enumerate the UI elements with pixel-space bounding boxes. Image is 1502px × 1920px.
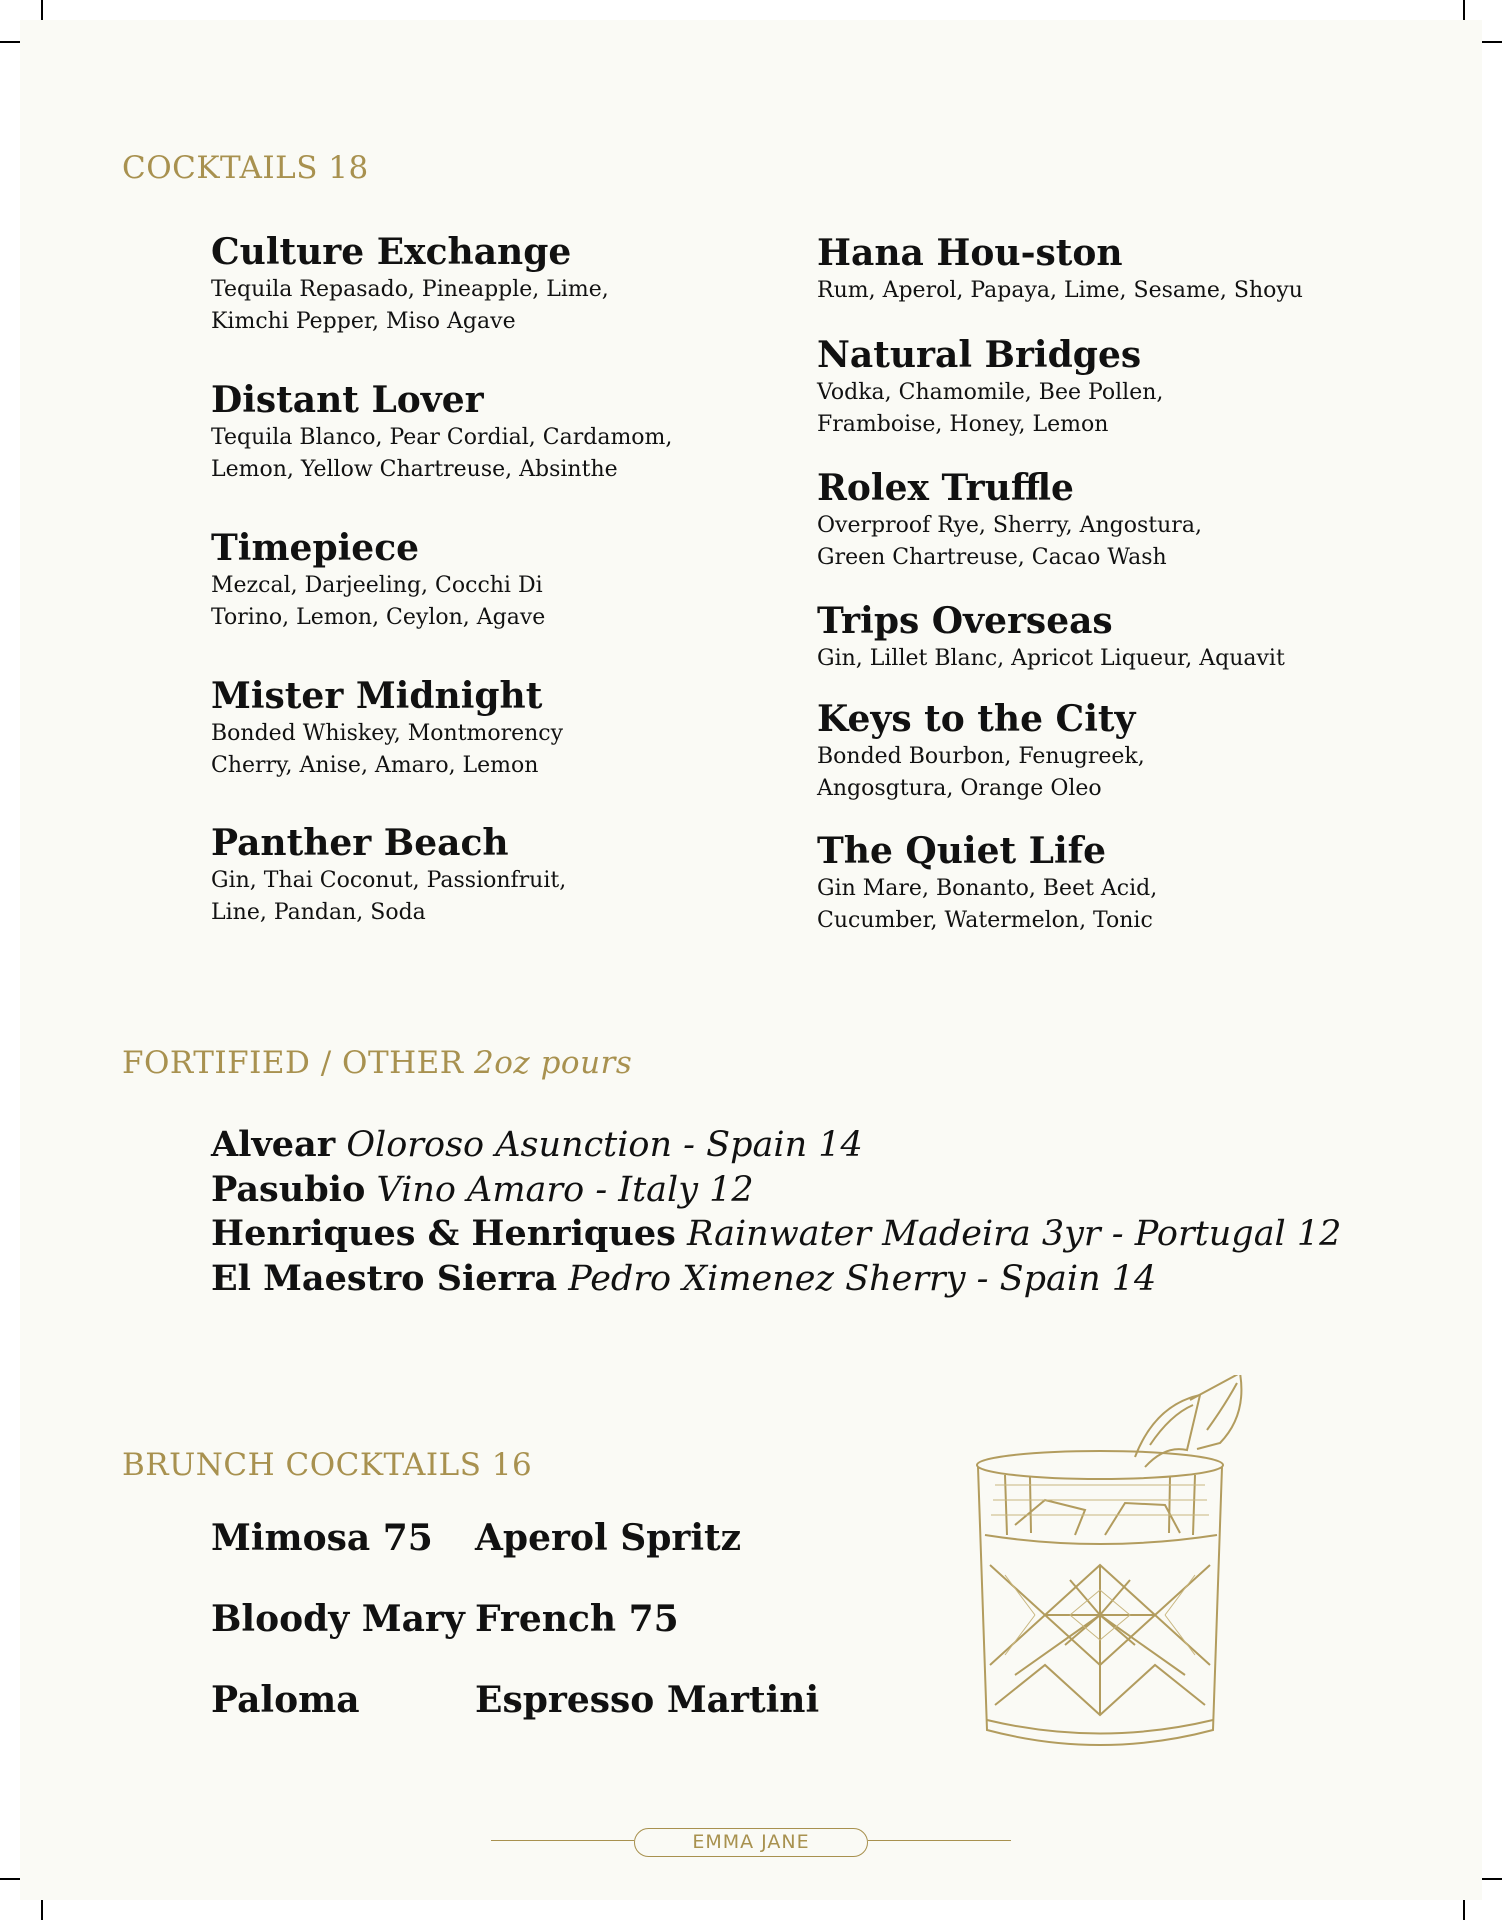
fortified-name: Henriques & Henriques <box>211 1213 676 1254</box>
cocktail-name: Timepiece <box>211 527 420 569</box>
footer-rule-right <box>868 1840 1011 1841</box>
crop-mark <box>1463 1900 1465 1920</box>
fortified-name: El Maestro Sierra <box>211 1257 558 1299</box>
fortified-detail: Rainwater Madeira 3yr - Portugal 12 <box>686 1214 1342 1254</box>
brunch-section-title: BRUNCH COCKTAILS 16 <box>122 1447 533 1483</box>
cocktail-item <box>211 378 691 485</box>
cocktail-ingredients: Bonded Whiskey, Montmorency Cherry, Anise, Amaro, Lemon <box>211 721 564 778</box>
brunch-item: French 75 <box>475 1598 679 1640</box>
cocktail-ingredients: Tequila Blanco, Pear Cordial, Cardamom, Lemon, Yellow Chartreuse, Absinthe <box>211 425 673 482</box>
crop-mark <box>0 41 20 43</box>
cocktail-ingredients: Vodka, Chamomile, Bee Pollen, Framboise, Honey, Lemon <box>817 380 1164 437</box>
cocktail-item <box>817 829 1337 936</box>
cocktail-item <box>817 466 1337 573</box>
cocktail-ingredients: Tequila Repasado, Pineapple, Lime, Kimchi Pepper, Miso Agave <box>211 277 609 334</box>
fortified-item <box>211 1212 1341 1257</box>
fortified-name: Pasubio <box>211 1168 366 1210</box>
cocktail-ingredients: Bonded Bourbon, Fenugreek, Angosgtura, Orange Oleo <box>817 744 1145 801</box>
cocktail-item <box>211 230 691 337</box>
crop-mark <box>1482 1878 1502 1880</box>
cocktail-glass-icon <box>975 1375 1255 1755</box>
cocktail-name: The Quiet Life <box>817 830 1107 872</box>
crop-mark <box>1463 0 1465 20</box>
fortified-title: FORTIFIED / OTHER <box>122 1045 464 1081</box>
cocktail-item <box>817 599 1337 675</box>
fortified-detail: Oloroso Asunction - Spain 14 <box>346 1125 863 1165</box>
brunch-item: Paloma <box>211 1679 360 1721</box>
brunch-item: Mimosa 75 <box>211 1517 433 1559</box>
fortified-detail: Pedro Ximenez Sherry - Spain 14 <box>568 1258 1157 1299</box>
fortified-section-title <box>122 1045 632 1081</box>
cocktails-section-title: COCKTAILS 18 <box>122 150 369 186</box>
brunch-item: Espresso Martini <box>475 1679 820 1721</box>
cocktail-ingredients: Rum, Aperol, Papaya, Lime, Sesame, Shoyu <box>817 278 1303 303</box>
cocktail-ingredients: Mezcal, Darjeeling, Cocchi Di Torino, Lemon, Ceylon, Agave <box>211 573 546 630</box>
crop-mark <box>0 1878 20 1880</box>
fortified-name: Alvear <box>211 1124 336 1165</box>
cocktail-ingredients: Overproof Rye, Sherry, Angostura, Green Chartreuse, Cacao Wash <box>817 513 1202 570</box>
cocktail-name: Hana Hou-ston <box>817 232 1123 274</box>
cocktail-item <box>817 333 1337 440</box>
cocktail-name: Trips Overseas <box>817 600 1113 642</box>
cocktail-ingredients: Gin, Lillet Blanc, Apricot Liqueur, Aquavit <box>817 646 1285 671</box>
crop-mark <box>1482 41 1502 43</box>
cocktail-item <box>211 821 691 928</box>
cocktail-item <box>817 697 1337 804</box>
cocktail-item <box>211 526 691 633</box>
crop-mark <box>41 1900 43 1920</box>
cocktail-name: Natural Bridges <box>817 334 1142 376</box>
cocktail-item <box>211 674 691 781</box>
fortified-subtitle: 2oz pours <box>474 1045 633 1081</box>
brunch-item: Aperol Spritz <box>475 1517 742 1559</box>
cocktail-name: Culture Exchange <box>211 231 572 273</box>
fortified-detail: Vino Amaro - Italy 12 <box>376 1169 754 1210</box>
cocktail-name: Keys to the City <box>817 698 1136 740</box>
cocktail-name: Distant Lover <box>211 379 484 421</box>
cocktail-item <box>817 231 1337 307</box>
crop-mark <box>41 0 43 20</box>
footer-rule-left <box>491 1840 634 1841</box>
cocktail-name: Rolex Truffle <box>817 467 1074 509</box>
cocktail-name: Panther Beach <box>211 822 509 864</box>
fortified-item <box>211 1123 1341 1168</box>
brunch-item: Bloody Mary <box>211 1598 465 1640</box>
cocktail-ingredients: Gin Mare, Bonanto, Beet Acid, Cucumber, Watermelon, Tonic <box>817 876 1158 933</box>
fortified-item <box>211 1168 1341 1213</box>
cocktail-ingredients: Gin, Thai Coconut, Passionfruit, Line, Pandan, Soda <box>211 868 567 925</box>
fortified-item <box>211 1257 1341 1302</box>
fortified-list <box>211 1123 1341 1301</box>
brand-badge: EMMA JANE <box>634 1828 868 1857</box>
cocktail-name: Mister Midnight <box>211 675 543 717</box>
